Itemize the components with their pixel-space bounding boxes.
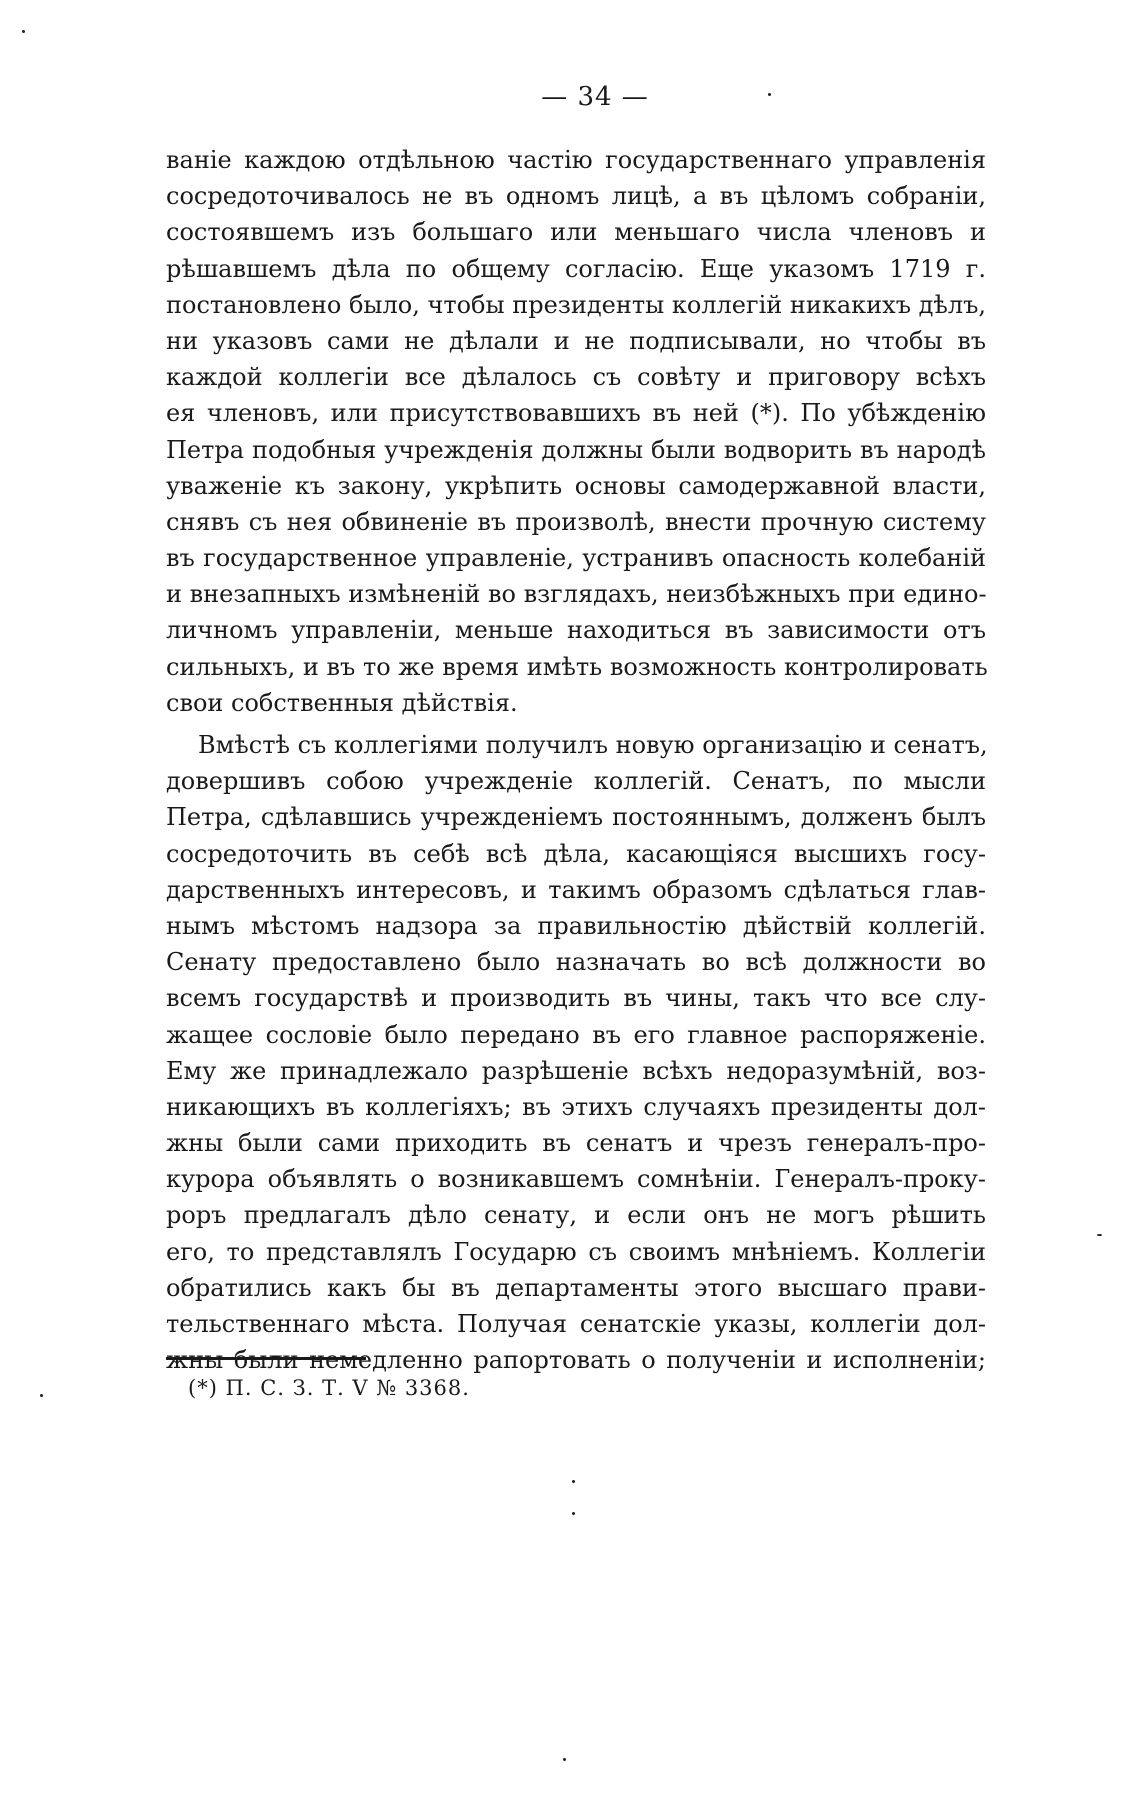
text-line: роръ предлагалъ дѣло сенату, и если онъ не могъ рѣшить [166,1201,986,1230]
paragraph-2 [166,727,986,1378]
text-line: всемъ государствѣ и производить въ чины, такъ что все слу- [166,984,986,1013]
scan-speck [572,1512,575,1515]
scan-speck [572,1480,575,1483]
scan-speck [563,1758,566,1761]
text-line: сосредоточить въ себѣ всѣ дѣла, касающіяся высшихъ госу- [166,839,986,868]
text-line: Сенату предоставлено было назначать во всѣ должности во [166,948,986,977]
text-line: личномъ управленіи, меньше находиться въ зависимости отъ [166,616,986,645]
text-line: обратились какъ бы въ департаменты этого высшаго прави- [166,1273,986,1302]
text-line: Вмѣстѣ съ коллегіями получилъ новую организацію и сенатъ, [198,731,988,759]
text-line: постановлено было, чтобы президенты коллегій никакихъ дѣлъ, [166,290,987,319]
text-line: курора объявлять о возникавшемъ сомнѣніи. Генералъ-проку- [166,1165,986,1194]
text-line: нымъ мѣстомъ надзора за правильностію дѣйствій коллегій. [166,911,986,940]
text-line: Петра подобныя учрежденія должны были водворить въ народѣ [166,435,986,464]
paragraph-1 [166,142,986,721]
body-text [166,142,986,1378]
text-line: ваніе каждою отдѣльною частію государственнаго управленія [166,146,986,174]
text-line: жащее сословіе было передано въ его главное распоряженіе. [166,1020,986,1049]
text-line: сильныхъ, и въ то же время имѣть возможность контролировать [166,652,988,681]
text-line: снявъ съ нея обвиненіе въ произволѣ, внести прочную систему [166,507,986,536]
text-line: уваженіе къ закону, укрѣпить основы самодержавной власти, [166,471,986,500]
text-line: дарственныхъ интересовъ, и такимъ образомъ сдѣлаться глав- [166,875,986,904]
scan-speck [40,1394,43,1397]
text-line: жны были немедленно рапортовать о полученіи и исполненіи; [166,1346,986,1375]
text-line: свои собственныя дѣйствія. [166,688,518,717]
text-line: жны были сами приходить въ сенатъ и чрезъ генералъ-про- [166,1129,986,1158]
page-number: — 34 — [541,82,649,112]
text-line: ея членовъ, или присутствовавшихъ въ ней (*). По убѣжденію [166,399,986,428]
text-line: рѣшавшемъ дѣла по общему согласію. Еще указомъ 1719 г. [166,254,986,283]
text-line: тельственнаго мѣста. Получая сенатскіе указы, коллегіи дол- [166,1310,986,1338]
footnote: (*) П. С. З. Т. V № 3368. [188,1376,470,1400]
text-line: его, то представлялъ Государю съ своимъ мнѣніемъ. Коллегіи [166,1237,986,1266]
text-line: состоявшемъ изъ большаго или меньшаго числа членовъ и [166,218,986,247]
text-line: никающихъ въ коллегіяхъ; въ этихъ случаяхъ президенты дол- [166,1092,986,1121]
text-line: довершивъ собою учрежденіе коллегій. Сенатъ, по мысли [166,767,986,796]
footnote-rule [166,1357,366,1360]
text-line: ни указовъ сами не дѣлали и не подписывали, но чтобы въ [166,326,986,355]
scan-speck [1097,1234,1102,1236]
text-line: и внезапныхъ измѣненій во взглядахъ, неизбѣжныхъ при едино- [166,580,987,609]
text-line: въ государственное управленіе, устранивъ опасность колебаній [166,544,986,573]
text-line: каждой коллегіи все дѣлалось съ совѣту и приговору всѣхъ [166,363,986,392]
text-line: Петра, сдѣлавшись учрежденіемъ постояннымъ, долженъ былъ [166,803,986,832]
scan-speck [22,30,25,33]
scan-speck [768,93,771,96]
text-line: сосредоточивалось не въ одномъ лицѣ, а въ цѣломъ собраніи, [166,182,986,211]
text-line: Ему же принадлежало разрѣшеніе всѣхъ недоразумѣній, воз- [166,1056,986,1085]
